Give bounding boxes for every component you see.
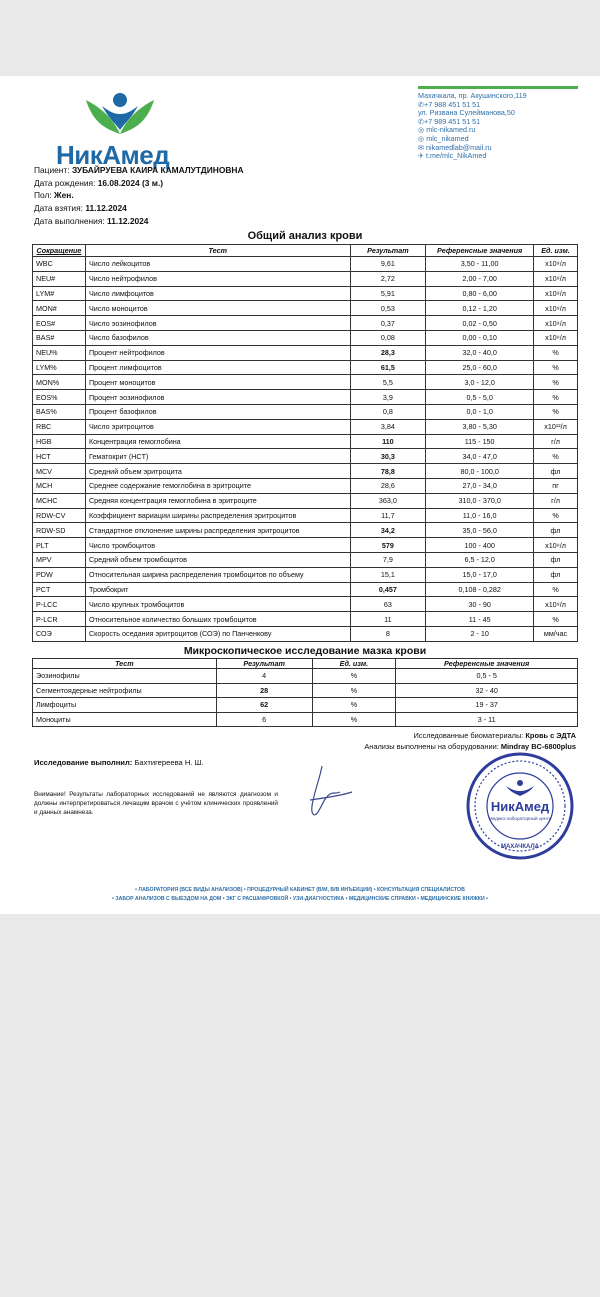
- cell-abbr: BAS%: [33, 404, 86, 419]
- micro-cell-ref: 19 - 37: [396, 698, 578, 713]
- micro-cell-test: Лимфоциты: [33, 698, 217, 713]
- cell-test: Процент лимфоцитов: [85, 360, 350, 375]
- contact-line: ул. Ризвана Сулейманова,50: [418, 109, 515, 118]
- cell-ref: 100 - 400: [426, 538, 534, 553]
- cell-result: 9,61: [350, 257, 426, 272]
- cbc-title: Общий анализ крови: [247, 230, 363, 242]
- table-row: [33, 612, 578, 627]
- col-test: Тест: [85, 245, 350, 257]
- cell-abbr: PCT: [33, 582, 86, 597]
- taken-date-label: Дата взятия:: [34, 203, 83, 214]
- cell-unit: фл: [534, 464, 578, 479]
- cell-abbr: P-LCC: [33, 597, 86, 612]
- biomaterial-value: Кровь с ЭДТА: [525, 731, 576, 740]
- cell-ref: 30 - 90: [426, 597, 534, 612]
- cell-test: Число нейтрофилов: [85, 271, 350, 286]
- lab-report-sheet: [0, 76, 600, 914]
- table-row: [33, 478, 578, 493]
- cell-result: 15,1: [350, 567, 426, 582]
- micro-cell-result: 6: [216, 712, 312, 727]
- cell-result: 11: [350, 612, 426, 627]
- cell-test: Число эритроцитов: [85, 419, 350, 434]
- cell-unit: %: [534, 612, 578, 627]
- col-ref: Референсные значения: [426, 245, 534, 257]
- cell-test: Процент базофилов: [85, 404, 350, 419]
- cell-test: Скорость оседания эритроцитов (СОЭ) по Панченкову: [85, 626, 350, 641]
- cell-result: 63: [350, 597, 426, 612]
- stamp-subtitle: Медико-лабораторный центр: [488, 816, 552, 821]
- logo-figure-icon: [80, 90, 160, 136]
- cell-abbr: LYM#: [33, 286, 86, 301]
- cell-test: Число эозинофилов: [85, 316, 350, 331]
- cell-unit: пг: [534, 478, 578, 493]
- taken-date-value: 11.12.2024: [85, 203, 127, 214]
- cell-unit: %: [534, 360, 578, 375]
- cell-result: 363,0: [350, 493, 426, 508]
- cell-ref: 15,0 - 17,0: [426, 567, 534, 582]
- cell-abbr: MPV: [33, 552, 86, 567]
- cell-ref: 2,00 - 7,00: [426, 271, 534, 286]
- cell-test: Среднее содержание гемоглобина в эритроците: [85, 478, 350, 493]
- cell-abbr: MCV: [33, 464, 86, 479]
- table-row: [33, 390, 578, 405]
- table-row: [33, 345, 578, 360]
- micro-cell-test: Эозинофилы: [33, 669, 217, 684]
- cell-test: Гематокрит (HCT): [85, 449, 350, 464]
- table-row: [33, 257, 578, 272]
- cbc-header-row: [33, 245, 578, 257]
- cell-ref: 0,0 - 1,0: [426, 404, 534, 419]
- cell-test: Число тромбоцитов: [85, 538, 350, 553]
- table-row: [33, 582, 578, 597]
- cell-result: 0,08: [350, 330, 426, 345]
- warning-note: Внимание! Результаты лабораторных исследований не являются диагнозом и должны интерпретироваться лечащим врачом с учётом клинических проявлений и данных анамнеза.: [34, 791, 278, 816]
- done-date-label: Дата выполнения:: [34, 215, 105, 226]
- cell-ref: 80,0 - 100,0: [426, 464, 534, 479]
- cell-result: 8: [350, 626, 426, 641]
- clinic-name: НикАмед: [56, 140, 170, 170]
- equipment-value: Mindray BC-6800plus: [500, 742, 576, 751]
- col-unit: Ед. изм.: [534, 245, 578, 257]
- cell-abbr: MCHC: [33, 493, 86, 508]
- cell-ref: 0,108 - 0,282: [426, 582, 534, 597]
- cell-test: Средний объем тромбоцитов: [85, 552, 350, 567]
- cell-unit: x10⁹/л: [534, 597, 578, 612]
- table-row: [33, 523, 578, 538]
- cell-result: 30,3: [350, 449, 426, 464]
- cell-unit: %: [534, 449, 578, 464]
- footer-services-1: • ЛАБОРАТОРИЯ (ВСЕ ВИДЫ АНАЛИЗОВ) • ПРОЦЕДУРНЫЙ КАБИНЕТ (В/М, В/В ИНЪЕКЦИИ) • КОНСУЛЬТАЦИЯ СПЕЦИАЛИСТОВ: [135, 887, 465, 893]
- contact-line: ◎ mlc_nikamed: [418, 134, 469, 143]
- table-row: [33, 626, 578, 641]
- micro-cell-result: 62: [216, 698, 312, 713]
- micro-cell-result: 4: [216, 669, 312, 684]
- cell-test: Тромбокрит: [85, 582, 350, 597]
- cell-abbr: MON%: [33, 375, 86, 390]
- cell-ref: 115 - 150: [426, 434, 534, 449]
- cell-unit: x10⁹/л: [534, 257, 578, 272]
- cbc-table: [32, 244, 578, 642]
- table-row: [33, 271, 578, 286]
- micro-cell-unit: %: [312, 698, 396, 713]
- cell-ref: 0,12 - 1,20: [426, 301, 534, 316]
- patient-name-label: Пациент:: [34, 165, 70, 175]
- cell-abbr: HGB: [33, 434, 86, 449]
- micro-header-row: [33, 659, 578, 669]
- biomaterial-line: [413, 731, 576, 740]
- contact-line: ✈ t.me/mlc_NikAmed: [418, 152, 487, 161]
- cell-result: 0,53: [350, 301, 426, 316]
- table-row: [33, 712, 578, 727]
- contact-line: Махачкала, пр. Акушинского,119: [418, 92, 527, 100]
- cell-result: 28,3: [350, 345, 426, 360]
- cell-unit: %: [534, 404, 578, 419]
- cell-unit: фл: [534, 567, 578, 582]
- dob-value: 16.08.2024 (3 м.): [97, 177, 164, 188]
- table-row: [33, 316, 578, 331]
- cell-ref: 6,5 - 12,0: [426, 552, 534, 567]
- micro-cell-unit: %: [312, 683, 396, 698]
- cell-ref: 0,5 - 5,0: [426, 390, 534, 405]
- performer-label: Исследование выполнил:: [34, 758, 133, 767]
- table-row: [33, 286, 578, 301]
- cell-abbr: MCH: [33, 478, 86, 493]
- cell-unit: %: [534, 508, 578, 523]
- cell-unit: x10⁹/л: [534, 538, 578, 553]
- cell-test: Относительная ширина распределения тромбоцитов по объему: [85, 567, 350, 582]
- cell-ref: 25,0 - 60,0: [426, 360, 534, 375]
- cell-test: Процент эозинофилов: [85, 390, 350, 405]
- table-row: [33, 698, 578, 713]
- cell-unit: мм/час: [534, 626, 578, 641]
- signature-icon: [300, 762, 360, 826]
- cell-ref: 32,0 - 40,0: [426, 345, 534, 360]
- cell-test: Концентрация гемоглобина: [85, 434, 350, 449]
- cell-test: Число лейкоцитов: [85, 257, 350, 272]
- cell-abbr: P-LCR: [33, 612, 86, 627]
- cell-unit: x10¹²/л: [534, 419, 578, 434]
- contact-line: ✉ nikamedlab@mail.ru: [418, 143, 492, 152]
- table-row: [33, 330, 578, 345]
- table-row: [33, 419, 578, 434]
- cell-abbr: RDW-CV: [33, 508, 86, 523]
- cell-result: 7,9: [350, 552, 426, 567]
- cell-result: 11,7: [350, 508, 426, 523]
- cell-result: 78,8: [350, 464, 426, 479]
- cell-unit: фл: [534, 552, 578, 567]
- cell-abbr: WBC: [33, 257, 86, 272]
- cell-unit: %: [534, 375, 578, 390]
- contact-line: ✆+7 988 451 51 51: [418, 100, 481, 109]
- micro-title: Микроскопическое исследование мазка крови: [183, 645, 427, 657]
- cell-unit: г/л: [534, 493, 578, 508]
- cell-abbr: LYM%: [33, 360, 86, 375]
- cell-abbr: СОЭ: [33, 626, 86, 641]
- cell-unit: %: [534, 390, 578, 405]
- cell-abbr: PLT: [33, 538, 86, 553]
- micro-table: [32, 658, 578, 727]
- cell-ref: 11 - 45: [426, 612, 534, 627]
- cell-unit: x10⁹/л: [534, 301, 578, 316]
- performer-name: Бахтигереева Н. Ш.: [134, 758, 204, 767]
- cell-test: Число моноцитов: [85, 301, 350, 316]
- micro-col-test: Тест: [33, 659, 217, 669]
- table-row: [33, 683, 578, 698]
- table-row: [33, 404, 578, 419]
- cell-ref: 0,80 - 6,00: [426, 286, 534, 301]
- cell-ref: 34,0 - 47,0: [426, 449, 534, 464]
- table-row: [33, 301, 578, 316]
- micro-cell-unit: %: [312, 712, 396, 727]
- cell-result: 61,5: [350, 360, 426, 375]
- table-row: [33, 508, 578, 523]
- cell-result: 0,37: [350, 316, 426, 331]
- cell-abbr: MON#: [33, 301, 86, 316]
- cell-test: Относительное количество больших тромбоцитов: [85, 612, 350, 627]
- cell-ref: 310,0 - 370,0: [426, 493, 534, 508]
- cell-result: 3,9: [350, 390, 426, 405]
- equipment-line: [364, 742, 576, 751]
- clinic-stamp-icon: [466, 752, 574, 860]
- cell-unit: x10⁹/л: [534, 316, 578, 331]
- table-row: [33, 597, 578, 612]
- table-row: [33, 567, 578, 582]
- table-row: [33, 538, 578, 553]
- table-row: [33, 552, 578, 567]
- cell-result: 110: [350, 434, 426, 449]
- cell-ref: 3,0 - 12,0: [426, 375, 534, 390]
- cell-abbr: NEU%: [33, 345, 86, 360]
- cell-unit: %: [534, 582, 578, 597]
- cell-ref: 0,02 - 0,50: [426, 316, 534, 331]
- cell-result: 28,6: [350, 478, 426, 493]
- micro-cell-ref: 3 - 11: [396, 712, 578, 727]
- cell-abbr: RDW-SD: [33, 523, 86, 538]
- footer-services-2: • ЗАБОР АНАЛИЗОВ С ВЫЕЗДОМ НА ДОМ • ЭКГ С РАСШИФРОВКОЙ • УЗИ-ДИАГНОСТИКА • МЕДИЦИНСКИЕ СПРАВКИ • МЕДИЦИНСКИЕ КНИЖКИ •: [112, 896, 488, 902]
- patient-info: [34, 164, 244, 228]
- cell-test: Стандартное отклонение ширины распределения эритроцитов: [85, 523, 350, 538]
- stamp-name: НикАмед: [490, 799, 550, 814]
- cell-test: Средняя концентрация гемоглобина в эритроците: [85, 493, 350, 508]
- contact-line: ◎ mlc-nikamed.ru: [418, 126, 476, 135]
- cell-abbr: BAS#: [33, 330, 86, 345]
- cell-unit: x10⁹/л: [534, 286, 578, 301]
- micro-col-ref: Референсные значения: [396, 659, 578, 669]
- biomaterial-label: Исследованные биоматериалы:: [413, 731, 524, 740]
- micro-cell-ref: 32 - 40: [396, 683, 578, 698]
- clinic-contacts: [418, 86, 578, 161]
- cell-result: 0,8: [350, 404, 426, 419]
- micro-cell-test: Моноциты: [33, 712, 217, 727]
- cell-test: Число крупных тромбоцитов: [85, 597, 350, 612]
- table-row: [33, 449, 578, 464]
- sex-label: Пол:: [34, 190, 52, 201]
- equipment-label: Анализы выполнены на оборудовании:: [364, 742, 499, 751]
- micro-col-unit: Ед. изм.: [312, 659, 396, 669]
- cell-result: 3,84: [350, 419, 426, 434]
- table-row: [33, 434, 578, 449]
- cell-abbr: EOS#: [33, 316, 86, 331]
- table-row: [33, 360, 578, 375]
- cell-abbr: HCT: [33, 449, 86, 464]
- cell-test: Средний объем эритроцита: [85, 464, 350, 479]
- performer-line: [34, 758, 204, 767]
- sex-value: Жен.: [54, 190, 74, 201]
- cell-ref: 35,0 - 56,0: [426, 523, 534, 538]
- cell-ref: 11,0 - 16,0: [426, 508, 534, 523]
- col-result: Результат: [350, 245, 426, 257]
- cell-abbr: PDW: [33, 567, 86, 582]
- table-row: [33, 493, 578, 508]
- cell-ref: 0,00 - 0,10: [426, 330, 534, 345]
- cell-ref: 3,80 - 5,30: [426, 419, 534, 434]
- cell-unit: г/л: [534, 434, 578, 449]
- cell-unit: фл: [534, 523, 578, 538]
- cell-result: 5,5: [350, 375, 426, 390]
- micro-cell-unit: %: [312, 669, 396, 684]
- patient-name: ЗУБАЙРУЕВА КАИРА КАМАЛУТДИНОВНА: [71, 165, 244, 175]
- cell-test: Процент моноцитов: [85, 375, 350, 390]
- cell-abbr: NEU#: [33, 271, 86, 286]
- cell-result: 0,457: [350, 582, 426, 597]
- cell-result: 2,72: [350, 271, 426, 286]
- cell-ref: 3,50 - 11,00: [426, 257, 534, 272]
- table-row: [33, 464, 578, 479]
- cell-unit: x10⁹/л: [534, 330, 578, 345]
- stamp-city: МАХАЧКАЛА: [500, 844, 540, 850]
- cell-result: 579: [350, 538, 426, 553]
- cell-test: Число лимфоцитов: [85, 286, 350, 301]
- cell-test: Число базофилов: [85, 330, 350, 345]
- cell-test: Коэффициент вариации ширины распределения эритроцитов: [85, 508, 350, 523]
- micro-col-result: Результат: [216, 659, 312, 669]
- table-row: [33, 375, 578, 390]
- clinic-logo: [56, 90, 186, 170]
- micro-cell-test: Сегментоядерные нейтрофилы: [33, 683, 217, 698]
- cell-ref: 2 - 10: [426, 626, 534, 641]
- cell-result: 34,2: [350, 523, 426, 538]
- cell-unit: %: [534, 345, 578, 360]
- micro-cell-result: 28: [216, 683, 312, 698]
- cell-abbr: EOS%: [33, 390, 86, 405]
- cell-result: 5,91: [350, 286, 426, 301]
- cell-test: Процент нейтрофилов: [85, 345, 350, 360]
- micro-cell-ref: 0,5 - 5: [396, 669, 578, 684]
- dob-label: Дата рождения:: [34, 177, 96, 188]
- col-abbr: Сокращение: [33, 245, 86, 257]
- cell-abbr: RBC: [33, 419, 86, 434]
- cell-ref: 27,0 - 34,0: [426, 478, 534, 493]
- done-date-value: 11.12.2024: [107, 215, 149, 226]
- contact-line: ✆+7 989 451 51 51: [418, 117, 481, 126]
- cell-unit: x10⁹/л: [534, 271, 578, 286]
- table-row: [33, 669, 578, 684]
